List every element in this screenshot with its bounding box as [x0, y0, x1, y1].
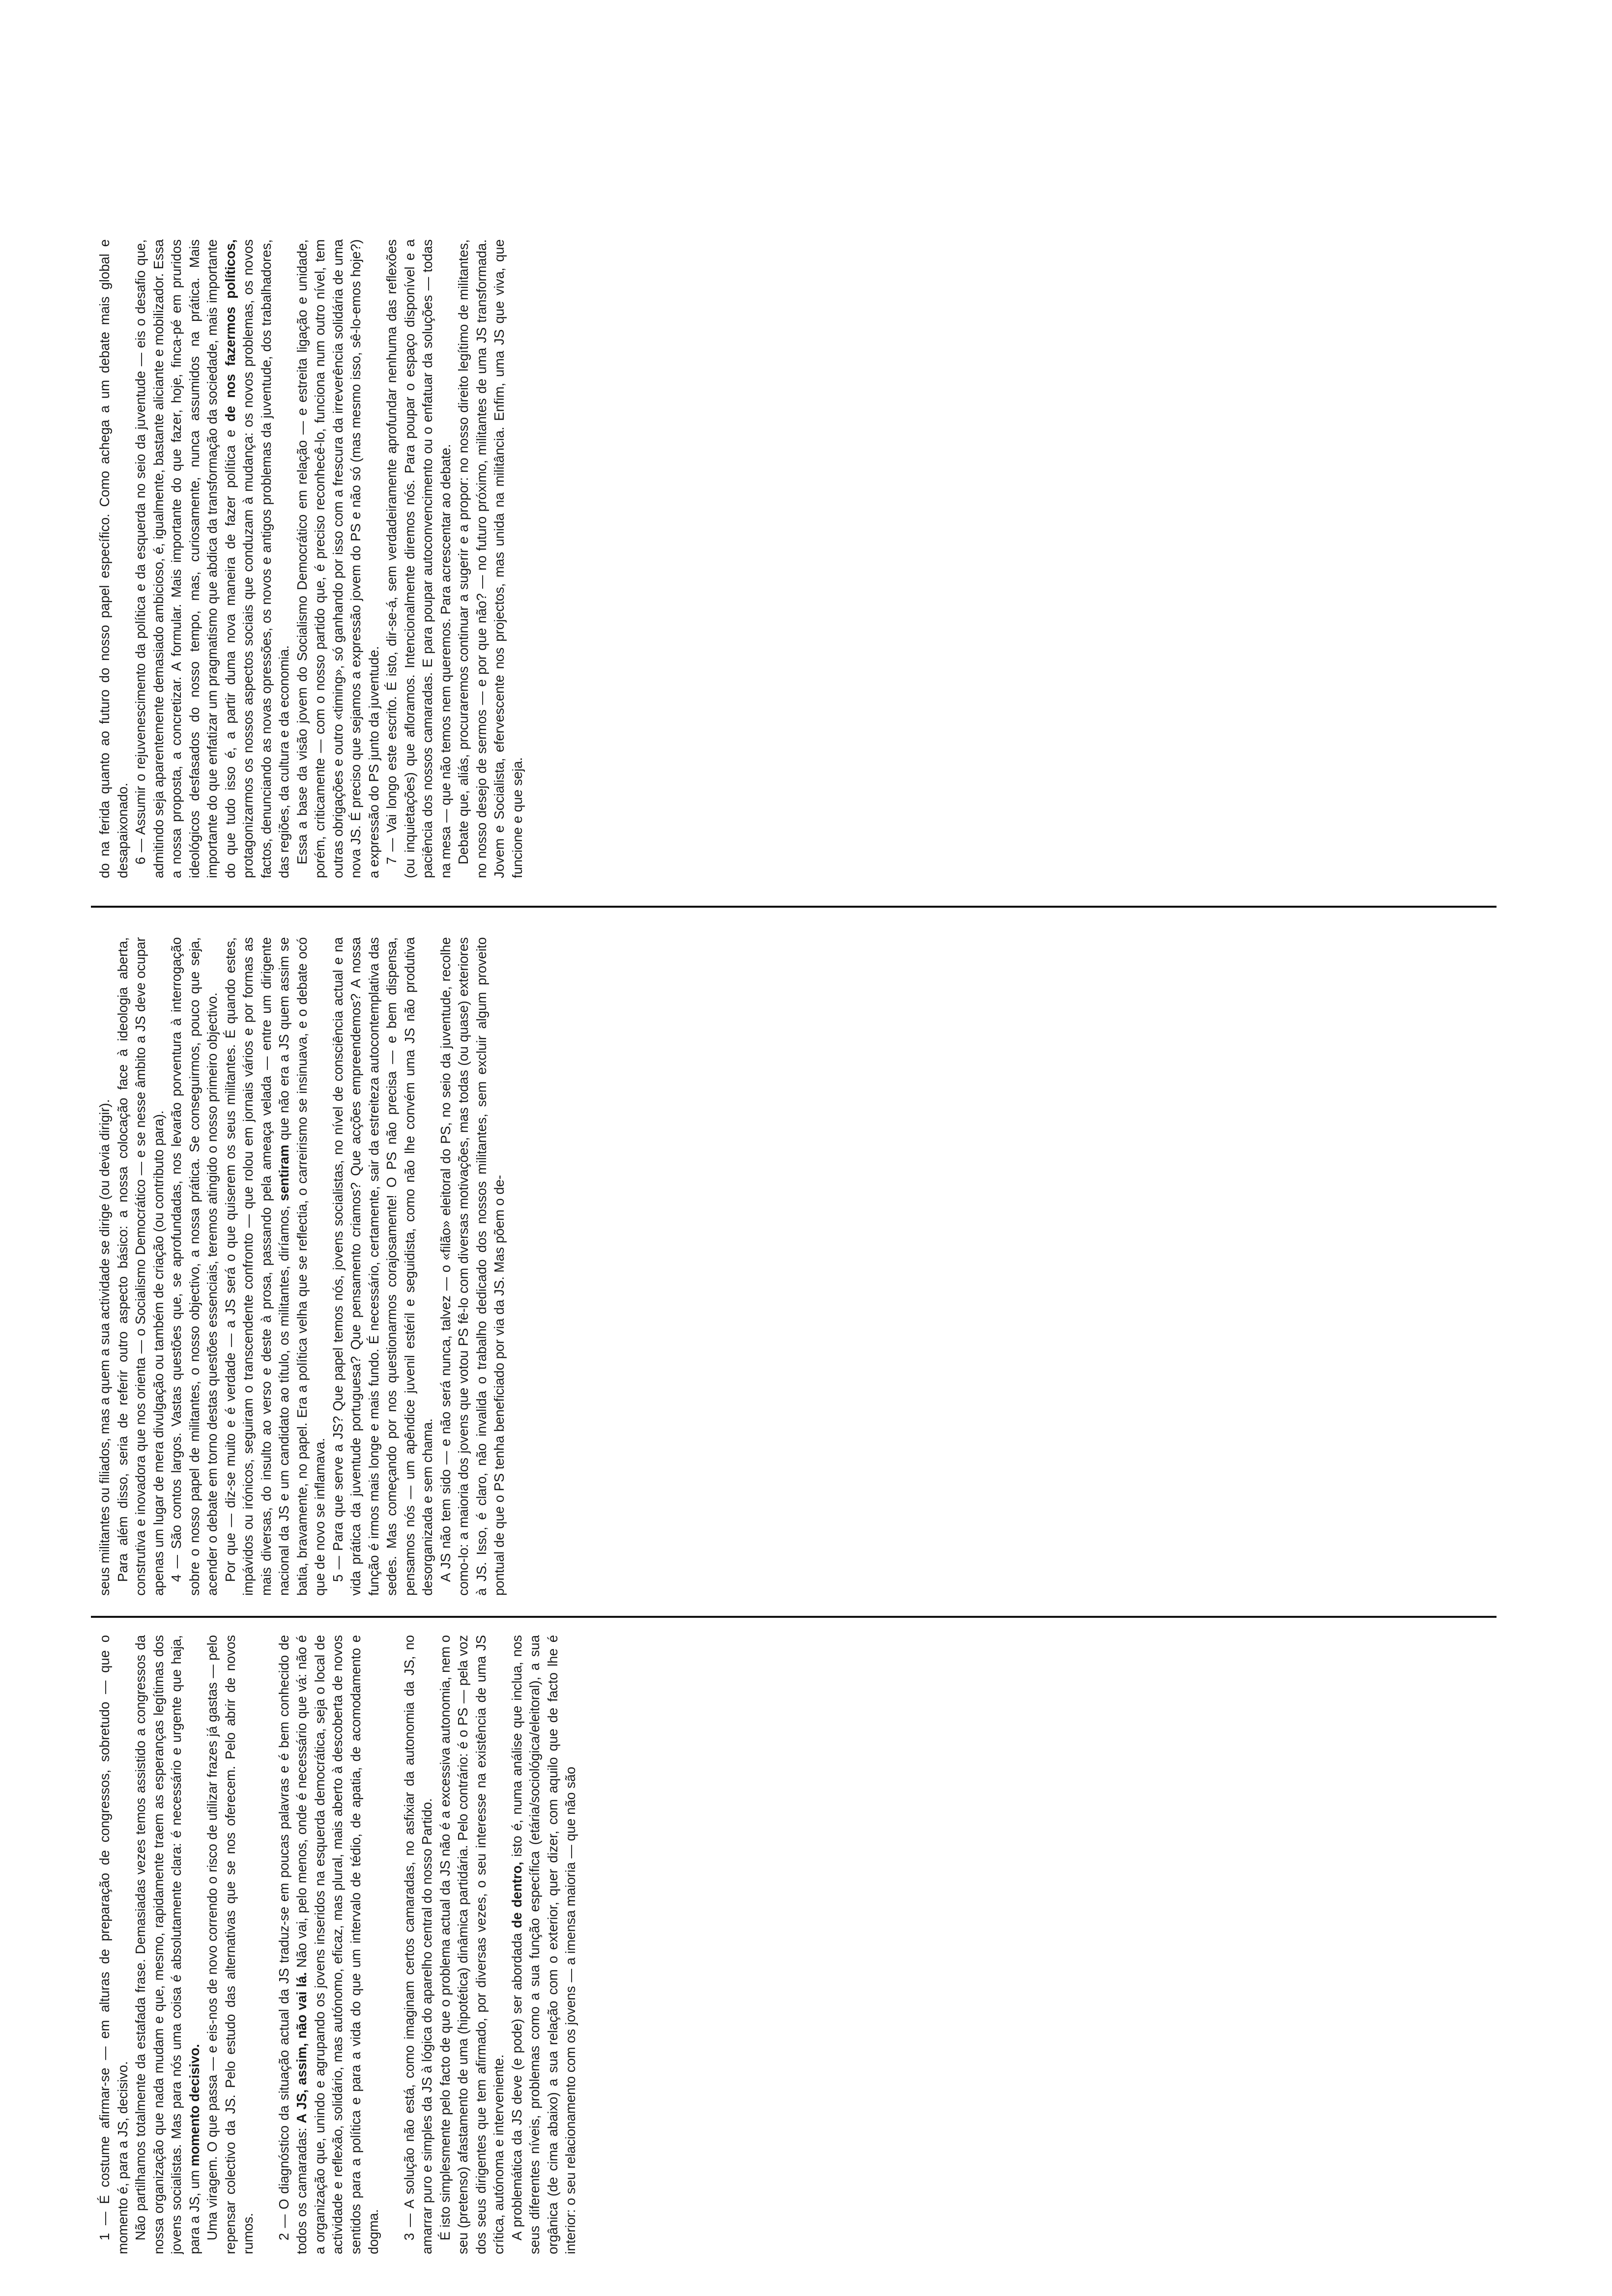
paragraph-text: A problemática da JS deve (e pode) ser abordada — [509, 1933, 524, 2240]
paragraph-text: Essa a base da visão jovem do Socialismo Democrático em relação — e estreita ligação e unidade, porém, criticamente — com o nosso partido que, é preciso reconhecê-lo, funciona num outro nível, tem outras obrigações e outro «timing», só ganhando por isso com a frescura da irreverência solidária de uma nova JS. É preciso que sejamos a expressão jovem do PS e não só (mas mesmo isso, sê-lo-emos hoje?) a expressão do PS junto da juventude. — [294, 239, 381, 878]
paragraph-text: 6 — Assumir o rejuvenescimento da política e da esquerda no seio da juventude — eis o desafio que, admitindo seja aparentemente demasiado ambicioso, é, igualmente, bastante aliciante e mobilizador. Essa a nossa proposta, a concretizar. A formular. Mais importante do que fazer, hoje, finca-pé em pruridos ideológicos desfasados do nosso tempo, mas, curiosamente, nunca assumidos na prática. Mais importante do que enfatizar um pragmatismo que abdica da transformação da sociedade, mais importante do que tudo isso é, a partir duma nova maneira de fazer política e — [133, 239, 238, 878]
paragraph — [96, 239, 132, 878]
bold-emphasis: A JS, assim, não vai lá. — [294, 1972, 309, 2124]
paragraph — [329, 937, 437, 1596]
paragraph — [293, 239, 383, 878]
paragraph-text: 7 — Vai longo este escrito. É isto, dir-se-á, sem verdadeiramente aprofundar nenhuma das reflexões (ou inquietações) que afloramos. Intencionalmente diremos nós. Para poupar o espaço disponível e a paciência dos nossos camaradas. E para poupar autoconvencimento ou o enfatuar da soluções — todas na mesa — que não temos nem queremos. Para acrescentar ao debate. — [384, 239, 453, 878]
article-column-3 — [96, 239, 1487, 878]
paragraph-text: Debate que, aliás, procuraremos continuar a sugerir e a propor: no nosso direito legítimo de militantes, no nosso desejo de sermos — e por que não? — no futuro próximo, militantes de uma JS transformada. Jovem e Socialista, efervescente nos projectos, mas unida na militância. Enfim, uma JS que viva, que funcione e que seja. — [456, 239, 525, 878]
paragraph-text: Para além disso, seria de referir outro aspecto básico: a nossa colocação face à ideologia aberta, construtiva e inovadora que nos orienta — o Socialismo Democrático — e se nesse âmbito a JS deve ocupar apenas um lugar de mera divulgação ou também de criação (ou contributo para). — [115, 937, 166, 1596]
bold-emphasis: de dentro, — [509, 1862, 524, 1928]
rotated-article-sheet — [81, 86, 1516, 2284]
paragraph — [132, 239, 293, 878]
paragraph-text: seus militantes ou filiados, mas a quem a sua actividade se dirige (ou devia dirigir). — [97, 1099, 112, 1596]
paragraph-text: A JS não tem sido — e não será nunca, talvez — o «filão» eleitoral do PS, no seio da juventude, recolhe como-lo: a maioria dos jovens que votou PS fê-lo com diversas motivações, mas todas (ou quase) exteriores à JS. Isso, é claro, não invalida o trabalho dedicado dos nossos militantes, sem excluir algum proveito pontual de que o PS tenha beneficiado por via da JS. Mas põem o de- — [437, 937, 507, 1596]
paragraph — [132, 1635, 203, 2254]
paragraph-text: 1 — É costume afirmar-se — em alturas de preparação de congressos, sobretudo — que o momento é, para a JS, decisivo. — [97, 1635, 130, 2254]
paragraph-text: isto é, numa análise que inclua, nos seus diferentes níveis, problemas como a sua função específica (etária/sociológica/eleitoral), a sua orgânica (de cima abaixo) a sua relação com o exterior, quer dizer, com aquilo que de facto lhe é interior: o seu relacionamento com os jovens — a imensa maioria — que não são — [509, 1635, 578, 2254]
article-column-1 — [96, 1635, 1487, 2254]
paragraph — [96, 1635, 132, 2254]
paragraph-text: Uma viragem. O que passa — e eis-nos de novo correndo o risco de utilizar frazes já gastas — pelo repensar colectivo da JS. Pelo estudo das alternativas que se nos oferecem. Pelo abrir de novos rumos. — [204, 1635, 256, 2254]
bold-emphasis: sentiram — [276, 1145, 291, 1201]
paragraph-text: Não vai, pelo menos, onde é necessário que vá: não é a organização que, unindo e agrupando os jovens inseridos na esquerda democrática, seja o local de actividade e reflexão, solidário, mas autónomo, eficaz, mas plural, mais aberto à descoberta de novos sentidos para a política e para a vida do que um intervalo de tédio, de apatia, de acomodamento e dogma. — [294, 1635, 381, 2254]
paragraph — [455, 239, 526, 878]
paragraph-text: Não partilhamos totalmente da estafada frase. Demasiadas vezes temos assistido a congressos da nossa organização que nada mudam e que, mesmo, rapidamente traem as esperanças legítimas dos jovens socialistas. Mas para nós uma coisa é absolutamente clara: é necessário e urgente que haja, para a JS, um — [133, 1635, 202, 2254]
bold-emphasis: momento decisivo. — [186, 2044, 202, 2167]
paragraph — [383, 239, 455, 878]
paragraph — [114, 937, 168, 1596]
paragraph — [437, 937, 509, 1596]
paragraph — [222, 937, 329, 1596]
paragraph — [436, 1635, 508, 2254]
column-divider — [91, 1616, 1497, 1618]
paragraph — [168, 937, 222, 1596]
paragraph — [203, 1635, 258, 2254]
bold-emphasis: de nos fazermos políticos, — [222, 239, 238, 422]
paragraph-text: Por que — diz-se muito e é verdade — a JS será o que quiserem os seus militantes. É quando estes, impávidos ou irónicos, seguiram o transcendente confronto — que rolou em jornais vários e por formas as mais diversas, do insulto ao verso e deste à prosa, passando pela ameaça velada — entre um dirigente nacional da JS e um candidato ao título, os militantes, diríamos, — [222, 937, 291, 1596]
column-divider — [91, 906, 1497, 908]
paragraph-text: 4 — São contos largos. Vastas questões que, se aprofundadas, nos levarão porventura à interrogação sobre o nosso papel de militantes, o nosso objectivo, a nossa prática. Se conseguirmos, pouco que seja, acender o debate em torno destas questões essenciais, teremos atingido o nosso primeiro objectivo. — [169, 937, 220, 1596]
paragraph-text: É isto simplesmente pelo facto de que o problema actual da JS não é a excessiva autonomia, nem o seu (pretenso) afastamento de uma (hipotética) dinâmica partidária. Pelo contrário: é o PS — pela voz dos seus dirigentes que tem afirmado, por diversas vezes, o seu interesse na existência de uma JS crítica, autónoma e interveniente. — [437, 1635, 506, 2254]
paragraph-text: 2 — O diagnóstico da situação actual da JS traduz-se em poucas palavras e é bem conhecido de todos os camaradas: — [276, 1635, 309, 2254]
paragraph — [508, 1635, 580, 2254]
paragraph-text: 5 — Para que serve a JS? Que papel temos nós, jovens socialistas, no nível de consciência actual e na vida prática da juventude portuguesa? Que pensamento criamos? Que acções empreendemos? A nossa função é irmos mais longe e mais fundo. É necessário, certamente, sair da estreiteza autocontemplativa das sedes. Mas começando por nos questionarmos corajosamente! O PS não precisa — e bem dispensa, pensamos nós — um apêndice juvenil estéril e seguidista, como não lhe convém uma JS não produtiva desorganizada e sem chama. — [330, 937, 435, 1596]
paragraph-text: do na ferida quanto ao futuro do nosso papel específico. Como achega a um debate mais global e desapaixonado. — [97, 239, 130, 878]
paragraph-text: protagonizarmos os nossos aspectos sociais que conduzam à mudança: os novos problemas, os novos factos, denunciando as novas opressões, os novos e antigos problemas da juventude, dos trabalhadores, das regiões, da cultura e da economia. — [240, 239, 291, 878]
paragraph-text: 3 — A solução não está, como imaginam certos camaradas, no asfixiar da autonomia da JS, no amarrar puro e simples da JS à lógica do aparelho central do nosso Partido. — [401, 1635, 434, 2254]
paragraph — [275, 1635, 383, 2254]
article-column-2 — [96, 937, 1487, 1596]
paragraph-text: que não era a JS quem assim se batia, bravamente, no papel. Era a política velha que se reflectia, o carreirismo se insinuava, e o debate ocó que de novo se inflamava. — [276, 937, 327, 1596]
paragraph — [401, 1635, 436, 2254]
paragraph — [96, 937, 114, 1596]
